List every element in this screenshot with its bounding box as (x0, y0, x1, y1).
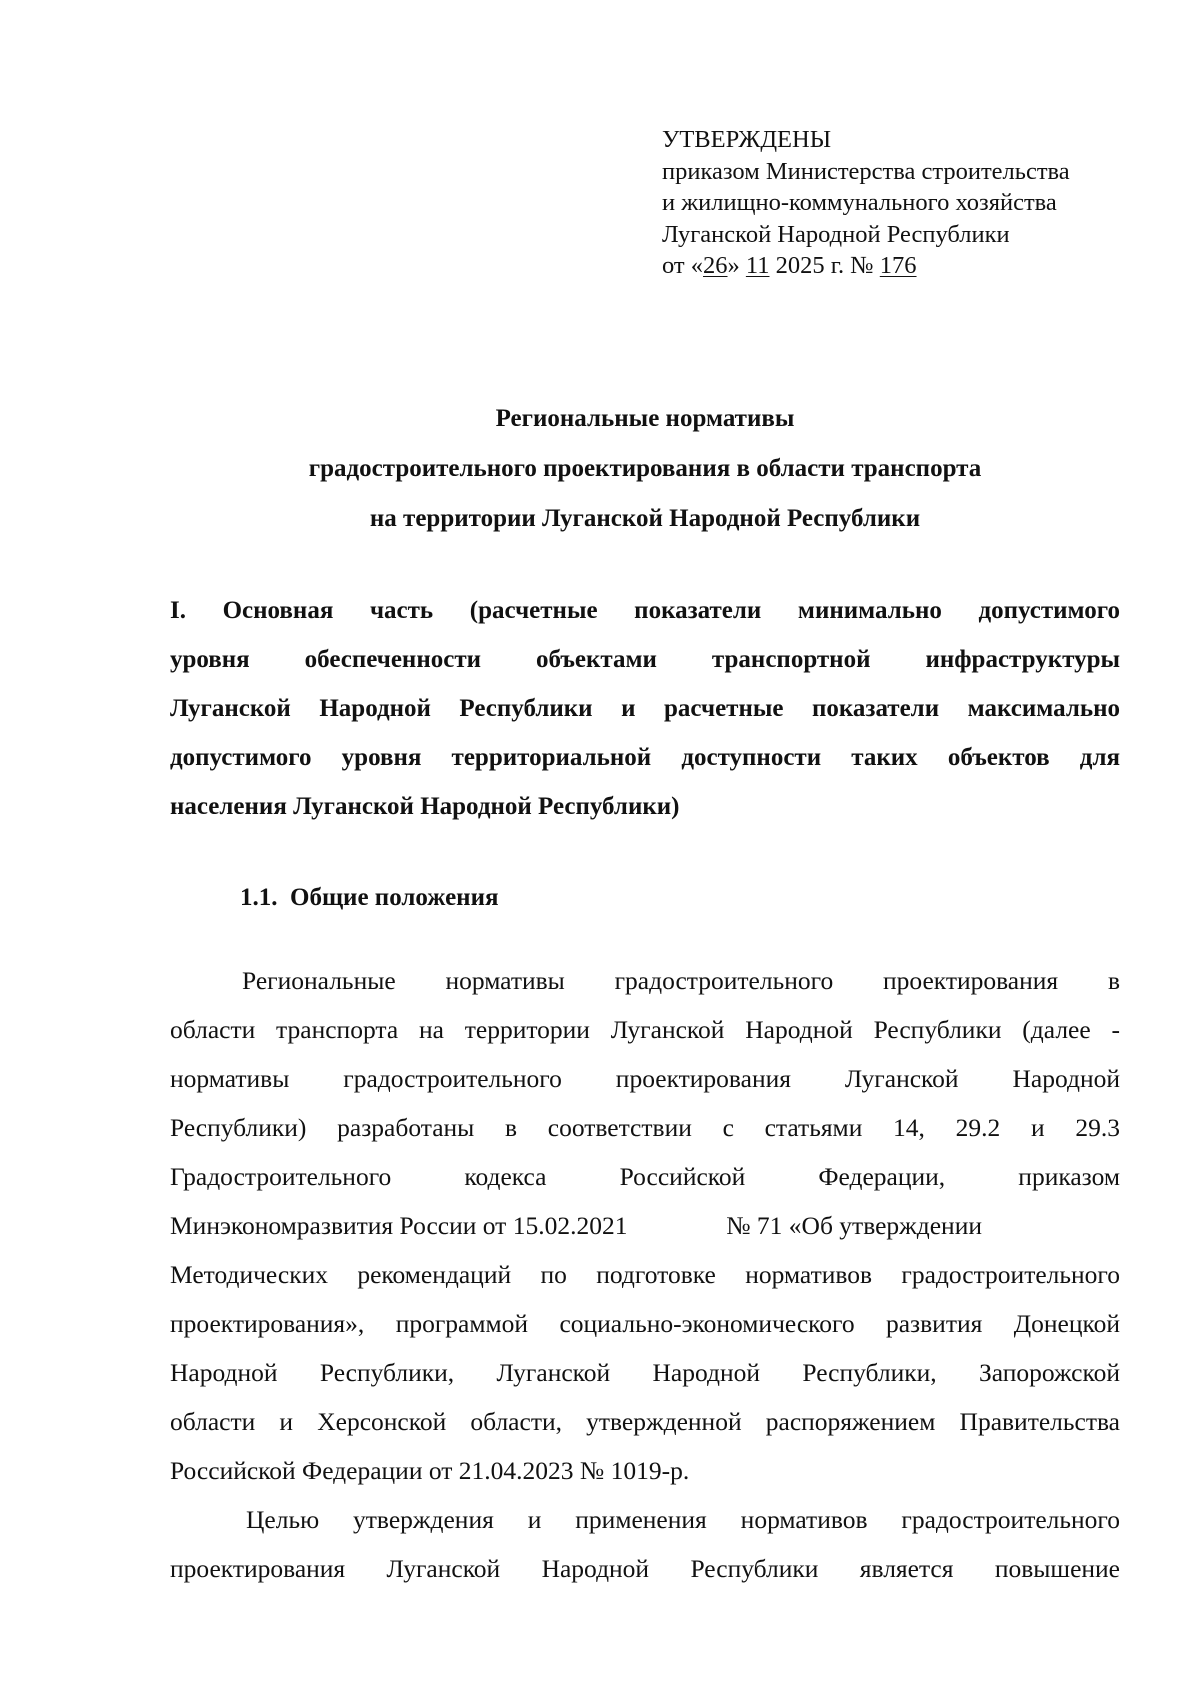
approval-date-line (662, 250, 1142, 282)
paragraph-line: Методических рекомендаций по подготовке нормативов градостроительного (170, 1260, 1120, 1289)
date-day: 26 (703, 252, 728, 279)
section-line: I. Основная часть (расчетные показатели минимально допустимого (170, 597, 1120, 624)
paragraph-line: Российской Федерации от 21.04.2023 № 1019-р. (170, 1456, 690, 1485)
approval-block (662, 124, 1142, 282)
paragraph-line: области и Херсонской области, утвержденной распоряжением Правительства (170, 1407, 1120, 1436)
paragraph-1 (170, 956, 1120, 1495)
section-1-heading (170, 586, 1120, 831)
subsection-1-1-heading: 1.1. Общие положения (240, 884, 499, 911)
approval-line-1: приказом Министерства строительства (662, 157, 1070, 185)
section-line: уровня обеспеченности объектами транспортной инфраструктуры (170, 646, 1120, 673)
title-line-2: градостроительного проектирования в области транспорта (308, 455, 982, 482)
paragraph-line: области транспорта на территории Луганской Народной Республики (далее - (170, 1015, 1120, 1044)
document-title (170, 394, 1120, 544)
paragraph-line: Целью утверждения и применения нормативов градостроительного (246, 1505, 1120, 1534)
paragraph-line-left: Минэкономразвития России от 15.02.2021 (170, 1211, 628, 1240)
title-line-1: Региональные нормативы (495, 405, 795, 432)
paragraph-line: Региональные нормативы градостроительного проектирования в (242, 966, 1120, 995)
section-line: Луганской Народной Республики и расчетные показатели максимально (170, 695, 1120, 722)
section-line: населения Луганской Народной Республики) (170, 793, 680, 820)
paragraph-line: проектирования Луганской Народной Республики является повышение (170, 1554, 1120, 1583)
paragraph-2 (170, 1495, 1120, 1593)
order-number: 176 (879, 252, 917, 279)
paragraph-line: Республики) разработаны в соответствии с статьями 14, 29.2 и 29.3 (170, 1113, 1120, 1142)
paragraph-line-right: № 71 «Об утверждении (726, 1211, 982, 1240)
date-mid: » (727, 252, 746, 279)
paragraph-line: нормативы градостроительного проектирования Луганской Народной (170, 1064, 1120, 1093)
date-prefix: от « (662, 252, 704, 279)
paragraph-line: Народной Республики, Луганской Народной Республики, Запорожской (170, 1358, 1120, 1387)
paragraph-line-split (170, 1201, 1120, 1250)
section-line: допустимого уровня территориальной доступности таких объектов для (170, 744, 1120, 771)
date-month: 11 (745, 252, 770, 279)
approval-line-3: Луганской Народной Республики (662, 220, 1010, 248)
date-year: 2025 г. № (769, 252, 880, 279)
paragraph-line: проектирования», программой социально-экономического развития Донецкой (170, 1309, 1120, 1338)
paragraph-line: Градостроительного кодекса Российской Федерации, приказом (170, 1162, 1120, 1191)
approval-line-2: и жилищно-коммунального хозяйства (662, 189, 1057, 216)
approval-heading: УТВЕРЖДЕНЫ (662, 126, 832, 153)
title-line-3: на территории Луганской Народной Республики (369, 505, 921, 532)
